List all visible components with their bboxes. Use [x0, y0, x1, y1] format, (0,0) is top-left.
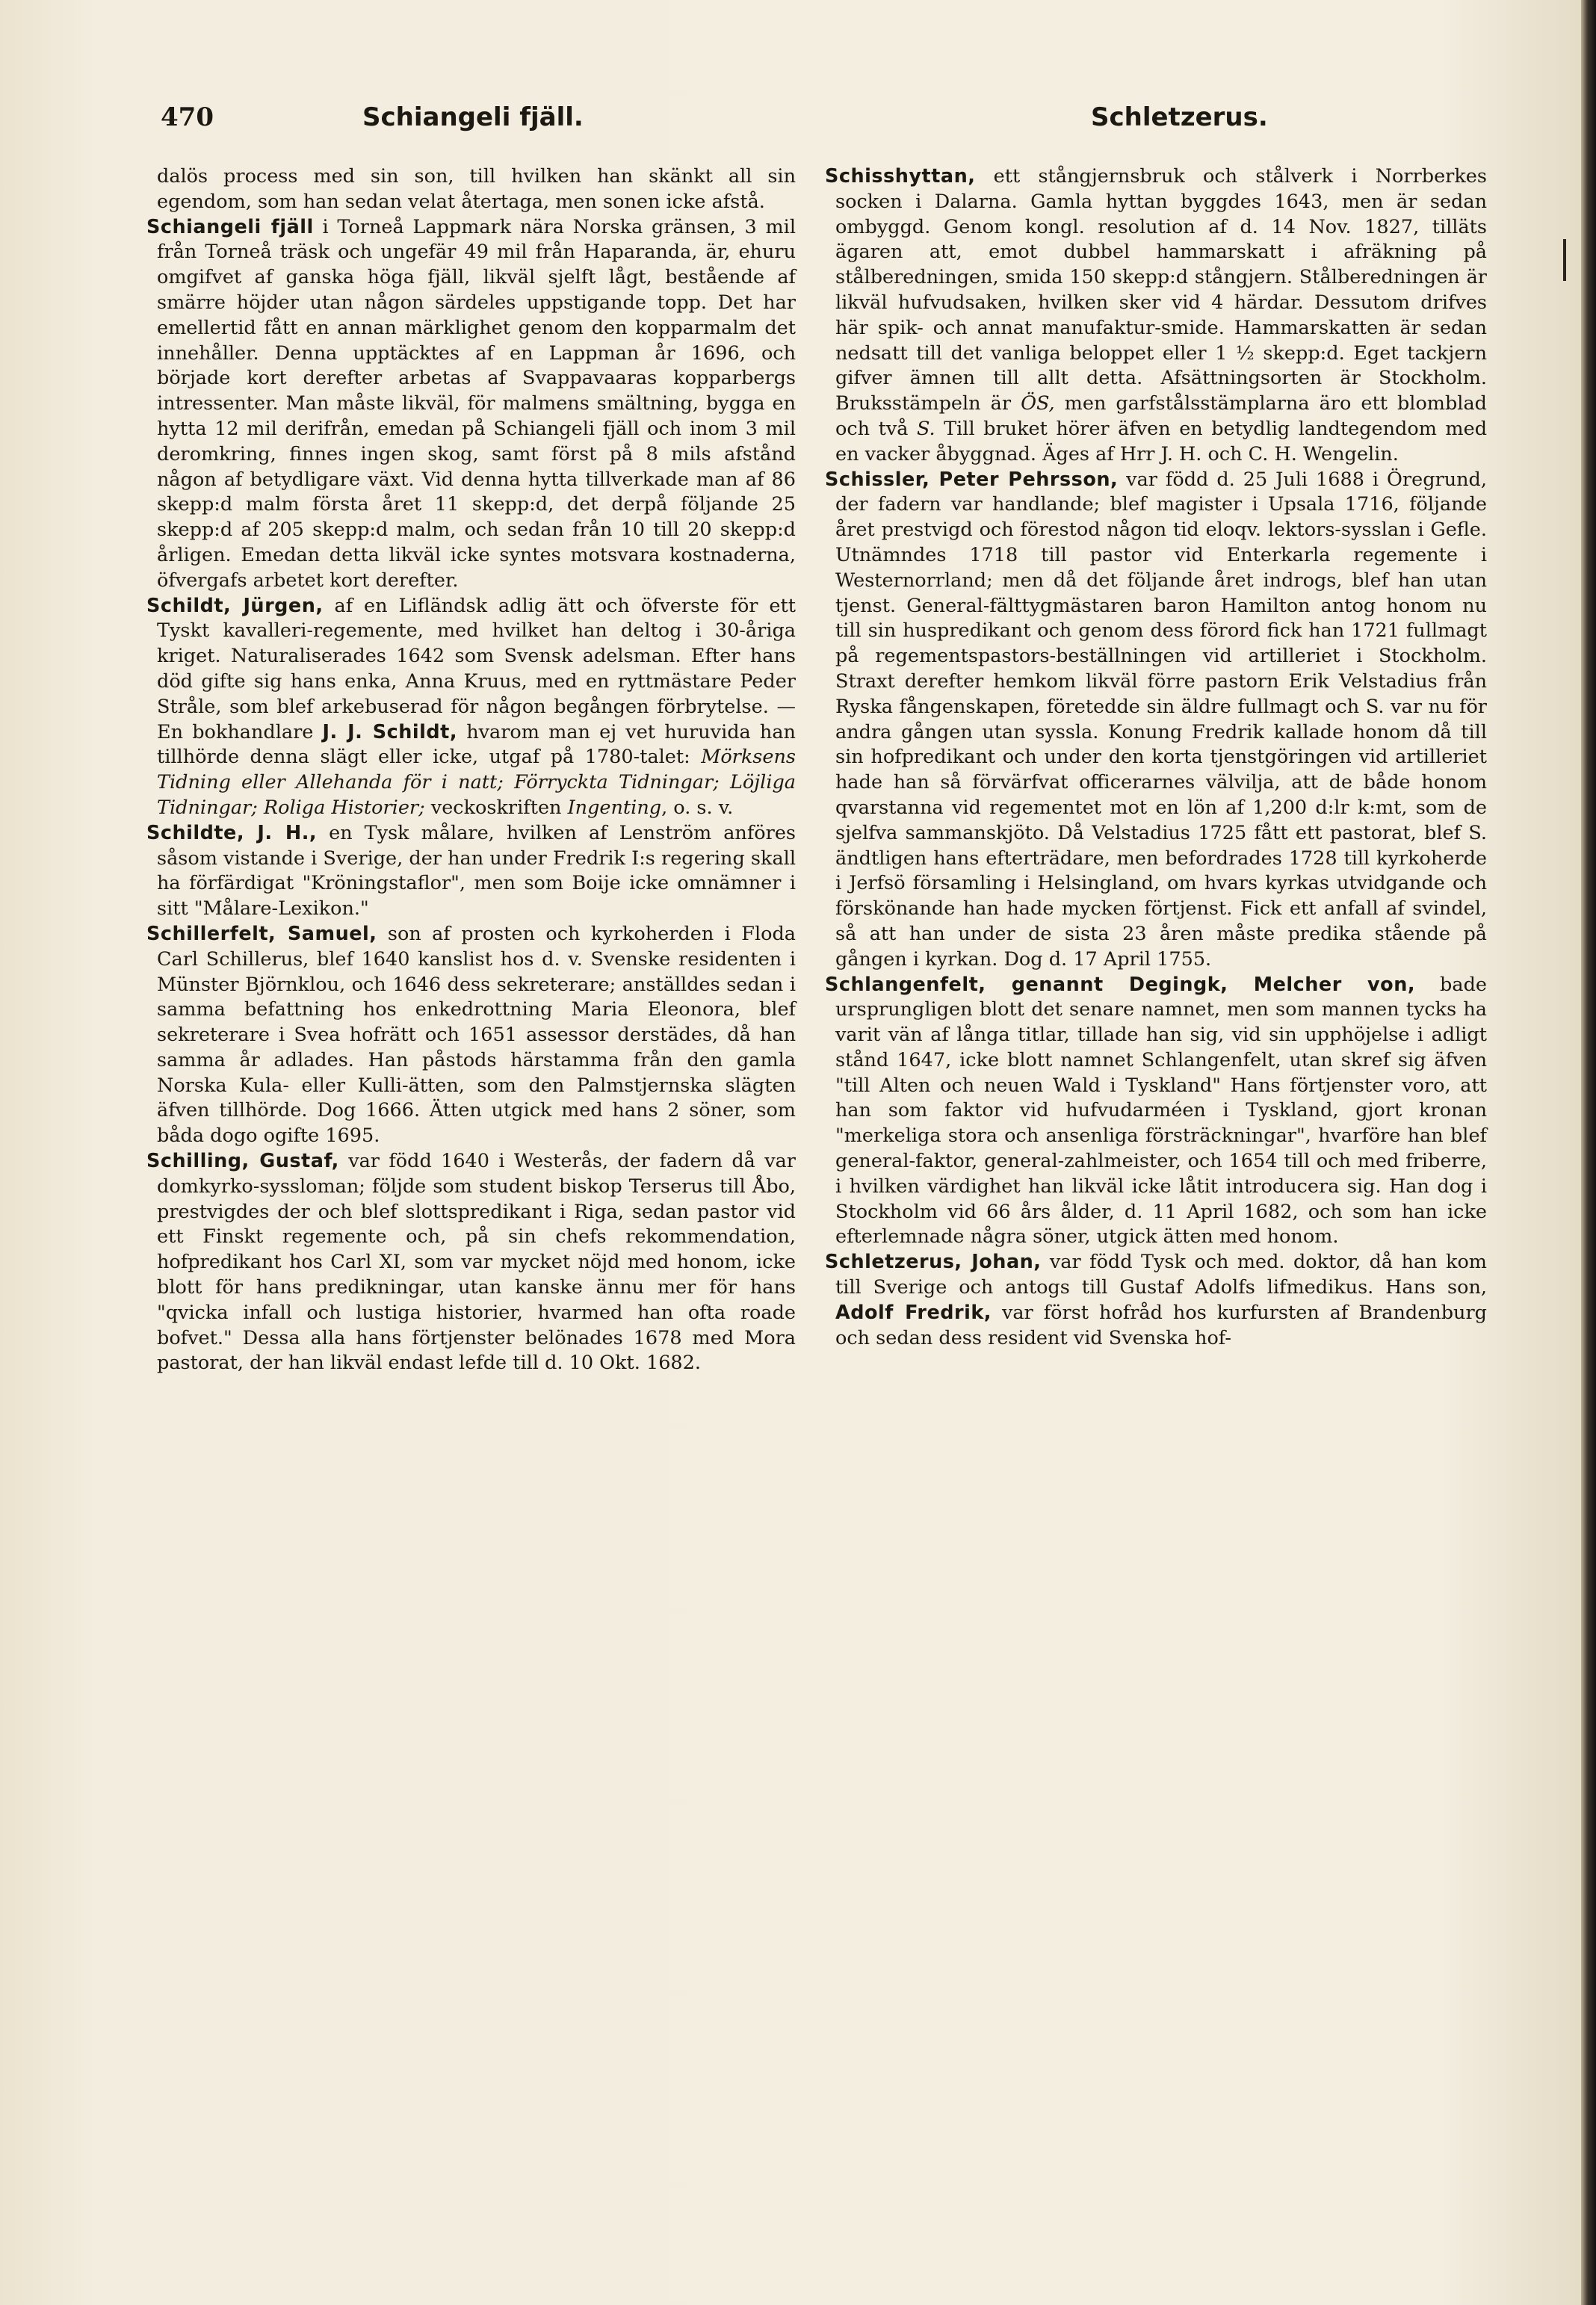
- entry-text: veckoskriften: [424, 796, 568, 819]
- entry-subheadword: J. J. Schildt,: [322, 720, 458, 743]
- entry-text: var född 1640 i Westerås, der fadern då var domkyrko-syssloman; följde som student biskop Terserus till Åbo, prestvigdes der och blef slottspredikant i Riga, sedan pastor vid ett Finskt regemente och, på sin chefs rekommendation, hofpredikant hos Carl XI, som var mycket nöjd med honom, icke blott för hans predikningar, utan kanske ännu mer för hans "qvicka infall och lustiga historier, hvarmed han ofta roade bofvet." Dessa alla hans förtjenster belönades 1678 med Mora pastorat, der han likväl endast lefde till d. 10 Okt. 1682.: [157, 1150, 796, 1375]
- entry-text: bade ursprungligen blott det senare namnet, men som mannen tycks ha varit vän af långa titlar, tillade han sig, vid sin upphöjelse i adligt stånd 1647, icke blott namnet Schlangenfelt, utan skref sig äfven "till Alten och neuen Wald i Tyskland" Hans förtjenster voro, att han som faktor vid hufvudarméen i Tyskland, gjort kronan "merkeliga stora och ansenliga försträckningar", hvarföre han blef general-faktor, general-zahlmeister, och 1654 till och med friberre, i hvilken värdighet han likväl icke låtit introducera sig. Han dog i Stockholm vid 66 års ålder, d. 11 April 1682, och som han icke efterlemnade några söner, utgick ätten med honom.: [835, 973, 1488, 1249]
- entry-text: hvarom man ej vet huruvida han tillhörde denna slägt eller icke, utgaf på 1780-talet:: [157, 720, 796, 769]
- entry-italic-title: Ingenting: [567, 796, 662, 819]
- entry-headword: Schletzerus, Johan,: [825, 1251, 1042, 1274]
- entry-schilling: [146, 1149, 796, 1376]
- entry-stamp-mark: ÖS,: [1021, 392, 1055, 415]
- entry-subheadword: Adolf Fredrik,: [835, 1301, 992, 1324]
- entry-headword: Schiangeli fjäll: [146, 215, 314, 238]
- entry-schiangeli-fjall: [146, 215, 796, 594]
- right-running-head: Schletzerus.: [1091, 102, 1268, 132]
- entry-text: en Tysk målare, hvilken af Lenström anföres såsom vistande i Sverige, der han under Fredrik I:s regering skall ha förfärdigat "Kröningstaflor", men som Boije icke omnämner i sitt "Målare-Lexikon.": [157, 821, 796, 921]
- entry-continuation: [157, 164, 796, 215]
- entry-schletzerus: [825, 1250, 1487, 1351]
- entry-text: var först hofråd hos kurfursten af Brandenburg och sedan dess resident vid Svenska hof-: [835, 1301, 1487, 1349]
- entry-headword: Schildte, J. H.,: [146, 821, 318, 844]
- entry-headword: Schildt, Jürgen,: [146, 594, 324, 617]
- entry-headword: Schilling, Gustaf,: [146, 1150, 339, 1173]
- right-column: [825, 164, 1488, 1351]
- entry-text: men garfstålsstämplarna äro ett blomblad och två: [835, 392, 1487, 440]
- entry-text: Till bruket hörer äfven en betydlig landtegendom med en vacker åbyggnad. Äges af Hrr J. H. och C. H. Wengelin.: [835, 417, 1488, 465]
- book-spine-shadow: [1581, 0, 1596, 2305]
- entry-text: ett stångjernsbruk och stålverk i Norrberkes socken i Dalarna. Gamla hyttan byggdes 1643, men är sedan ombyggd. Genom kongl. resolution af d. 14 Nov. 1827, tilläts ägaren att, emot dubbel hammarskatt i afräkning på stålberedningen, smida 150 skepp:d stångjern. Stålberedningen är likväl hufvudsaken, hvilken sker vid 4 härdar. Dessutom drifves här spik- och annat manufaktur-smide. Hammarskatten är sedan nedsatt till det vanliga beloppet eller 1 ½ skepp:d. Eget tackjern gifver ämnen till allt detta. Afsättningsorten är Stockholm. Bruksstämpeln är: [835, 165, 1487, 415]
- left-running-head: Schiangeli fjäll.: [362, 102, 584, 132]
- entry-text: var född Tysk och med. doktor, då han kom till Sverige och antogs till Gustaf Adolfs lifmedikus. Hans son,: [835, 1251, 1487, 1299]
- page-edge-mark: [1563, 239, 1566, 281]
- entry-schisshyttan: [825, 164, 1488, 468]
- entry-text: var född d. 25 Juli 1688 i Öregrund, der fadern var handlande; blef magister i Upsala 1716, följande året prestvigd och förestod någon tid eloqv. lektors-sysslan i Gefle. Utnämndes 1718 till pastor vid Enterkarla regemente i Westernorrland; men då det följande året indrogs, blef han utan tjenst. General-fälttygmästaren baron Hamilton antog honom nu till sin huspredikant och genom dess förord fick han 1721 fullmagt på regementspastors-beställningen vid artilleriet i Stockholm. Straxt derefter hemkom likväl förre pastorn Erik Velstadius från Ryska fångenskapen, företedde sin äldre fullmagt och S. var nu för andra gången utan syssla. Konung Fredrik kallade honom då till sin hofpredikant och under den korta tjenstgöringen vid artilleriet hade han så förvärfvat officerarnes välvilja, att de både honom qvarstanna vid regementet mot en lön af 1,200 d:lr k:mt, som de sjelfva sammanskjöto. Då Velstadius 1725 fått ett pastorat, blef S. ändtligen hans efterträdare, men befordrades 1728 till kyrkoherde i Jerfsö församling i Helsingland, om hvars kyrkas utvidgande och förskönande han hade mycken förtjenst. Fick ett anfall af svindel, så att han under de sista 23 åren måste predika stående på gången i kyrkan. Dog d. 17 April 1755.: [835, 468, 1487, 971]
- entry-schlangenfelt: [825, 973, 1488, 1251]
- entry-text: dalös process med sin son, till hvilken han skänkt all sin egendom, som han sedan velat återtaga, men sonen icke afstå.: [157, 165, 796, 213]
- entry-text: , o. s. v.: [661, 796, 734, 819]
- entry-schillerfelt: [146, 922, 796, 1149]
- entry-italic-titles: Mörksens Tidning eller Allehanda för i natt; Förryckta Tidningar; Löjliga Tidningar; Roliga Historier;: [157, 746, 796, 819]
- entry-text: i Torneå Lappmark nära Norska gränsen, 3 mil från Torneå träsk och ungefär 49 mil från Haparanda, är, ehuru omgifvet af ganska höga fjäll, likväl sjelft lågt, bestående af smärre höjder utan någon särdeles uppstigande topp. Det har emellertid fått en annan märklighet genom den kopparmalm det innehåller. Denna upptäcktes af en Lappman år 1696, och började kort derefter arbetas af Svappavaaras kopparbergs intressenter. Man måste likväl, för malmens smältning, bygga en hytta 12 mil derifrån, emedan på Schiangeli fjäll och inom 3 mil deromkring, finnes ingen skog, samt först på 8 mils afstånd någon af betydligare växt. Vid denna hytta tillverkade man af 86 skepp:d malm första året 11 skepp:d, det derpå följande 25 skepp:d af 205 skepp:d malm, och sedan från 10 till 20 skepp:d årligen. Emedan detta likväl icke syntes motsvara kostnaderna, öfvergafs arbetet kort derefter.: [157, 215, 796, 592]
- left-column: [146, 164, 797, 1376]
- entry-schildte: [146, 821, 796, 922]
- entry-schissler: [825, 468, 1487, 973]
- page-number: 470: [161, 102, 214, 132]
- entry-headword: Schlangenfelt, genannt Degingk, Melcher von,: [825, 973, 1416, 996]
- entry-headword: Schillerfelt, Samuel,: [146, 922, 377, 945]
- entry-schildt-jurgen: [146, 594, 797, 821]
- entry-text: son af prosten och kyrkoherden i Floda Carl Schillerus, blef 1640 kanslist hos d. v. Svenske residenten i Münster Björnklou, och 1646 dess sekreterare; anställdes sedan i samma befattning hos enkedrottning Maria Eleonora, blef sekreterare i Svea hofrätt och 1651 assessor derstädes, då han samma år adlades. Han påstods härstamma från den gamla Norska Kula- eller Kulli-ätten, som den Palmstjernska slägten äfven tillhörde. Dog 1666. Ätten utgick med hans 2 söner, som båda dogo ogifte 1695.: [157, 922, 796, 1148]
- entry-stamp-mark: S.: [916, 417, 935, 440]
- running-header: [161, 99, 1532, 136]
- entry-headword: Schissler, Peter Pehrsson,: [825, 468, 1119, 491]
- entry-text: af en Lifländsk adlig ätt och öfverste för ett Tyskt kavalleri-regemente, med hvilket han deltog i 30-åriga kriget. Naturaliserades 1642 som Svensk adelsman. Efter hans död gifte sig hans enka, Anna Kruus, med en ryttmästare Peder Stråle, som blef arkebuserad för någon begången förbrytelse. — En bokhandlare: [157, 594, 797, 743]
- entry-headword: Schisshyttan,: [825, 165, 976, 188]
